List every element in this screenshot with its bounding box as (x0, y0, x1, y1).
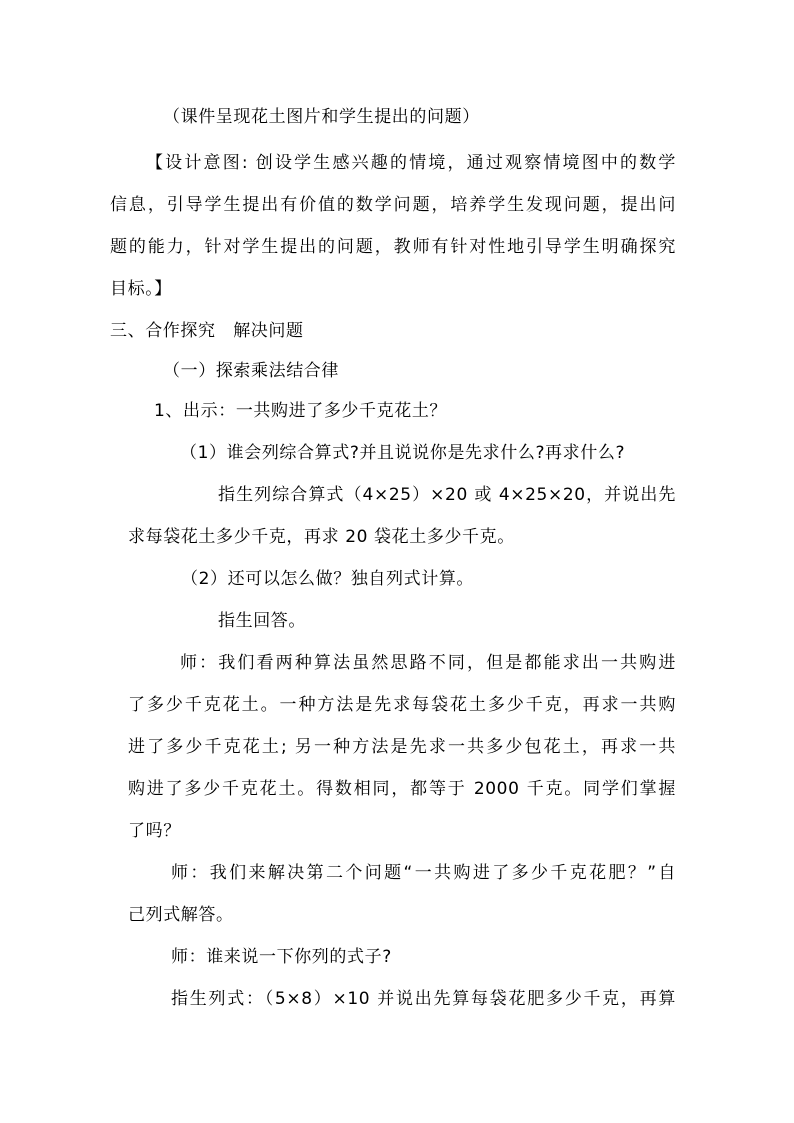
question-1: （1）谁会列综合算式?并且说说你是先求什么?再求什么? (180, 443, 626, 463)
teacher-remark-2-line-2: 己列式解答。 (128, 905, 234, 925)
design-intent-line-3: 题的能力，针对学生提出的问题，教师有针对性地引导学生明确探究 (110, 237, 676, 257)
design-intent-line-2: 信息，引导学生提出有价值的数学问题，培养学生发现问题，提出问 (110, 195, 676, 215)
design-intent-line-4: 目标。】 (110, 279, 172, 299)
teacher-question: 师：谁来说一下你列的式子? (171, 947, 392, 967)
teacher-remark-1-line-4: 购进了多少千克花土。得数相同，都等于 2000 千克。同学们掌握 (128, 779, 676, 799)
student-answer: 指生列式：（5×8）×10 并说出先算每袋花肥多少千克，再算 (171, 989, 676, 1009)
question-2: （2）还可以怎么做？独自列式计算。 (181, 569, 475, 589)
task-1-prompt: 1、出示：一共购进了多少千克花土？ (154, 401, 448, 421)
teacher-remark-1-line-1: 师：我们看两种算法虽然思路不同，但是都能求出一共购进 (180, 653, 676, 673)
answer-1-line-2: 求每袋花土多少千克，再求 20 袋花土多少千克。 (128, 527, 515, 547)
section-heading: 三、合作探究 解决问题 (110, 321, 304, 341)
teacher-remark-1-line-5: 了吗？ (128, 821, 181, 841)
teacher-remark-2-line-1: 师：我们来解决第二个问题“一共购进了多少千克花肥？”自 (171, 863, 676, 883)
design-intent-line-1: 【设计意图: 创设学生感兴趣的情境，通过观察情境图中的数学 (146, 153, 676, 173)
answer-2: 指生回答。 (218, 611, 306, 631)
teacher-remark-1-line-2: 了多少千克花土。一种方法是先求每袋花土多少千克，再求一共购 (128, 695, 676, 715)
teacher-remark-1-line-3: 进了多少千克花土; 另一种方法是先求一共多少包花土，再求一共 (128, 737, 676, 757)
subsection-heading: （一）探索乘法结合律 (163, 361, 339, 381)
courseware-note: （课件呈现花土图片和学生提出的问题） (163, 107, 480, 127)
answer-1-line-1: 指生列综合算式（4×25）×20 或 4×25×20，并说出先 (218, 485, 676, 505)
